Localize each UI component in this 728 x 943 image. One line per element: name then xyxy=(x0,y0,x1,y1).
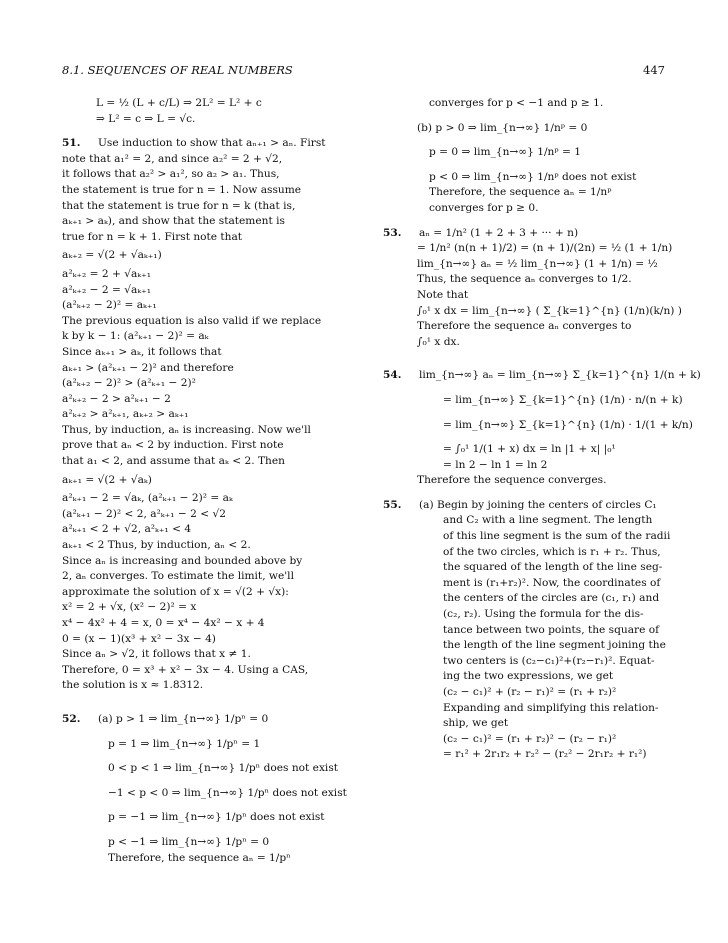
running-header xyxy=(62,63,665,79)
line-text: k by k − 1: (a²ₖ₊₁ − 2)² = aₖ xyxy=(62,330,209,343)
line-text: two centers is (c₂−c₁)²+(r₂−r₁)². Equat- xyxy=(443,654,655,667)
text-line xyxy=(62,392,364,408)
text-line xyxy=(62,152,364,168)
exercise-number: 52. xyxy=(62,712,81,725)
line-text: Therefore, the sequence aₙ = 1/nᵖ xyxy=(429,186,612,199)
text-line xyxy=(62,761,364,777)
text-line xyxy=(62,786,364,802)
line-text: (a) p > 1 ⇒ lim_{n→∞} 1/pⁿ = 0 xyxy=(98,712,269,725)
text-line xyxy=(383,335,666,351)
line-text: converges for p < −1 and p ≥ 1. xyxy=(429,97,604,109)
line-text: p < 0 ⇒ lim_{n→∞} 1/nᵖ does not exist xyxy=(429,170,637,183)
line-text: Use induction to show that aₙ₊₁ > aₙ. First xyxy=(98,137,326,150)
exercise-number: 54. xyxy=(383,369,402,382)
text-line xyxy=(383,473,666,489)
text-line xyxy=(62,616,364,632)
text-line xyxy=(62,376,364,392)
text-line xyxy=(383,701,666,717)
line-text: (c₂, r₂). Using the formula for the dis- xyxy=(443,608,644,621)
exercise-number: 53. xyxy=(383,226,402,239)
line-text: a²ₖ₊₂ − 2 > a²ₖ₊₁ − 2 xyxy=(62,392,171,405)
line-text: the statement is true for n = 1. Now assume xyxy=(62,183,302,196)
text-line xyxy=(383,607,666,623)
line-text: (b) p > 0 ⇒ lim_{n→∞} 1/nᵖ = 0 xyxy=(417,121,588,134)
text-line xyxy=(383,513,666,529)
line-text: 2, aₙ converges. To estimate the limit, we'll xyxy=(62,570,294,583)
line-text: of the two circles, which is r₁ + r₂. Thus, xyxy=(443,545,661,558)
text-line xyxy=(62,112,364,128)
spacer xyxy=(383,489,666,498)
line-text: Since aₙ > √2, it follows that x ≠ 1. xyxy=(62,648,251,661)
line-text: (a²ₖ₊₂ − 2)² > (a²ₖ₊₁ − 2)² xyxy=(62,377,196,390)
text-line xyxy=(383,288,666,304)
text-line xyxy=(383,319,666,335)
text-line xyxy=(383,669,666,685)
text-line xyxy=(383,201,666,217)
line-text: p < −1 ⇒ lim_{n→∞} 1/pⁿ = 0 xyxy=(108,835,270,848)
text-line xyxy=(383,393,683,409)
text-line xyxy=(62,554,364,570)
text-line xyxy=(383,638,666,654)
text-line xyxy=(62,183,364,199)
text-line xyxy=(62,267,364,283)
line-text: x⁴ − 4x² + 4 = x, 0 = x⁴ − 4x² − x + 4 xyxy=(62,617,265,629)
text-line xyxy=(383,241,673,257)
line-text: aₖ₊₁ > (a²ₖ₊₁ − 2)² and therefore xyxy=(62,361,234,374)
text-line xyxy=(383,545,666,561)
text-line xyxy=(383,498,666,514)
line-text: = ∫₀¹ 1/(1 + x) dx = ln |1 + x| |₀¹ xyxy=(443,443,616,456)
line-text: (a²ₖ₊₂ − 2)² = aₖ₊₁ xyxy=(62,299,157,312)
text-line xyxy=(62,329,364,345)
line-text: = lim_{n→∞} Σ_{k=1}^{n} (1/n) · n/(n + k) xyxy=(443,393,683,406)
text-line xyxy=(383,654,666,670)
line-text: Therefore, 0 = x³ + x² − 3x − 4. Using a CAS, xyxy=(62,663,309,676)
line-text: tance between two points, the square of xyxy=(443,623,660,636)
line-text: Therefore, the sequence aₙ = 1/pⁿ xyxy=(108,851,291,864)
line-text: ⇒ L² = c ⇒ L = √c. xyxy=(96,112,196,125)
text-line xyxy=(62,835,364,851)
line-text: prove that aₙ < 2 by induction. First note xyxy=(62,439,284,452)
spacer xyxy=(383,136,666,145)
line-text: = r₁² + 2r₁r₂ + r₂² − (r₂² − 2r₁r₂ + r₁²) xyxy=(443,748,647,761)
text-line xyxy=(62,600,364,616)
line-text: Expanding and simplifying this relation- xyxy=(443,701,659,714)
line-text: p = −1 ⇒ lim_{n→∞} 1/pⁿ does not exist xyxy=(108,811,325,824)
text-line xyxy=(383,458,666,474)
text-line xyxy=(62,632,364,648)
text-line xyxy=(62,345,364,361)
text-line xyxy=(62,167,364,183)
line-text: and C₂ with a line segment. The length xyxy=(443,514,653,527)
text-line xyxy=(62,507,364,523)
text-line xyxy=(383,560,666,576)
line-text: true for n = k + 1. First note that xyxy=(62,230,243,243)
line-text: a²ₖ₊₁ < 2 + √2, a²ₖ₊₁ < 4 xyxy=(62,523,192,536)
text-line xyxy=(383,185,666,201)
line-text: lim_{n→∞} aₙ = lim_{n→∞} Σ_{k=1}^{n} 1/(n + k) xyxy=(419,369,701,382)
line-text: a²ₖ₊₂ = 2 + √aₖ₊₁ xyxy=(62,267,151,280)
text-line xyxy=(383,576,666,592)
text-line xyxy=(62,248,364,264)
text-line xyxy=(383,623,666,639)
right-column xyxy=(383,96,701,763)
line-text: Since aₖ₊₁ > aₖ, it follows that xyxy=(62,345,222,358)
spacer xyxy=(383,161,666,170)
text-line xyxy=(62,283,364,299)
text-line xyxy=(62,712,364,728)
text-line xyxy=(62,538,364,554)
line-text: approximate the solution of x = √(2 + √x): xyxy=(62,585,289,598)
line-text: −1 < p < 0 ⇒ lim_{n→∞} 1/pⁿ does not exist xyxy=(108,786,347,799)
line-text: = 1/n² (n(n + 1)/2) = (n + 1)/(2n) = ½ (1 + 1/n) xyxy=(417,242,673,255)
text-line xyxy=(62,361,364,377)
text-line xyxy=(383,304,682,320)
text-line xyxy=(383,685,666,701)
line-text: it follows that a₂² > a₁², so a₂ > a₁. Thus, xyxy=(62,168,280,181)
spacer xyxy=(383,350,666,368)
line-text: converges for p ≥ 0. xyxy=(429,201,539,214)
text-line xyxy=(383,121,666,137)
text-line xyxy=(383,272,666,288)
line-text: Therefore the sequence aₙ converges to xyxy=(417,320,632,333)
line-text: a²ₖ₊₁ − 2 = √aₖ, (a²ₖ₊₁ − 2)² = aₖ xyxy=(62,492,233,505)
line-text: ∫₀¹ x dx. xyxy=(417,335,460,348)
line-text: ment is (r₁+r₂)². Now, the coordinates of xyxy=(443,576,661,589)
text-line xyxy=(383,170,666,186)
text-line xyxy=(383,418,693,434)
line-text: (c₂ − c₁)² + (r₂ − r₁)² = (r₁ + r₂)² xyxy=(443,686,617,698)
spacer xyxy=(62,728,364,737)
line-text: ship, we get xyxy=(443,717,509,730)
text-line xyxy=(62,454,364,470)
text-line xyxy=(383,96,666,112)
text-line xyxy=(383,716,666,732)
line-text: aₖ₊₁ < 2 Thus, by induction, aₙ < 2. xyxy=(62,539,251,552)
line-text: The previous equation is also valid if we replace xyxy=(62,314,322,327)
section-title: 8.1. SEQUENCES OF REAL NUMBERS xyxy=(62,63,293,77)
text-line xyxy=(62,230,364,246)
text-line xyxy=(62,678,364,694)
line-text: the length of the line segment joining the xyxy=(443,639,666,652)
line-text: = ln 2 − ln 1 = ln 2 xyxy=(443,458,548,471)
spacer xyxy=(62,801,364,810)
line-text: p = 1 ⇒ lim_{n→∞} 1/pⁿ = 1 xyxy=(108,737,261,750)
text-line xyxy=(383,747,666,763)
line-text: = lim_{n→∞} Σ_{k=1}^{n} (1/n) · 1/(1 + k/n) xyxy=(443,418,693,431)
line-text: (a) Begin by joining the centers of circles C₁ xyxy=(419,498,657,511)
text-line xyxy=(62,491,364,507)
spacer xyxy=(383,112,666,121)
spacer xyxy=(383,433,666,442)
line-text: Thus, by induction, aₙ is increasing. Now we'll xyxy=(62,423,311,436)
line-text: the centers of the circles are (c₁, r₁) and xyxy=(443,592,660,605)
text-line xyxy=(383,145,666,161)
text-line xyxy=(62,407,364,423)
spacer xyxy=(383,384,666,393)
exercise-number: 55. xyxy=(383,498,402,511)
text-line xyxy=(62,851,364,867)
line-text: aₖ₊₁ = √(2 + √aₖ) xyxy=(62,473,152,486)
line-text: ∫₀¹ x dx = lim_{n→∞} ( Σ_{k=1}^{n} (1/n)(k/n) ) xyxy=(417,304,682,317)
text-line xyxy=(383,529,671,545)
text-line xyxy=(62,438,364,454)
line-text: (a²ₖ₊₁ − 2)² < 2, a²ₖ₊₁ − 2 < √2 xyxy=(62,507,226,520)
text-line xyxy=(62,569,364,585)
text-line xyxy=(383,732,666,748)
text-line xyxy=(383,257,666,273)
line-text: of this line segment is the sum of the radii xyxy=(443,530,671,543)
line-text: ing the two expressions, we get xyxy=(443,670,614,683)
line-text: aₖ₊₂ = √(2 + √aₖ₊₁) xyxy=(62,249,162,262)
exercise-number: 51. xyxy=(62,137,81,150)
text-line xyxy=(62,810,364,826)
spacer xyxy=(62,826,364,835)
text-line xyxy=(62,473,364,489)
line-text: p = 0 ⇒ lim_{n→∞} 1/nᵖ = 1 xyxy=(429,146,581,159)
text-line xyxy=(383,368,701,384)
text-line xyxy=(62,136,364,152)
line-text: x² = 2 + √x, (x² − 2)² = x xyxy=(62,601,197,614)
text-line xyxy=(62,647,364,663)
text-line xyxy=(62,199,364,215)
spacer xyxy=(383,217,666,226)
line-text: the squared of the length of the line seg- xyxy=(443,561,663,574)
text-line xyxy=(62,423,364,439)
line-text: Note that xyxy=(417,288,469,301)
line-text: lim_{n→∞} aₙ = ½ lim_{n→∞} (1 + 1/n) = ½ xyxy=(417,257,658,270)
line-text: a²ₖ₊₂ > a²ₖ₊₁, aₖ₊₂ > aₖ₊₁ xyxy=(62,408,189,421)
text-line xyxy=(62,737,364,753)
line-text: a²ₖ₊₂ − 2 = √aₖ₊₁ xyxy=(62,283,151,296)
line-text: Therefore the sequence converges. xyxy=(417,474,607,487)
text-line xyxy=(62,96,364,112)
text-line xyxy=(62,585,364,601)
line-text: aₖ₊₁ > aₖ), and show that the statement is xyxy=(62,215,285,228)
line-text: 0 < p < 1 ⇒ lim_{n→∞} 1/pⁿ does not exist xyxy=(108,762,339,775)
page-number: 447 xyxy=(643,63,665,77)
line-text: note that a₁² = 2, and since a₂² = 2 + √2, xyxy=(62,152,283,165)
spacer xyxy=(383,409,666,418)
text-line xyxy=(62,314,364,330)
line-text: 0 = (x − 1)(x³ + x² − 3x − 4) xyxy=(62,632,216,645)
text-line xyxy=(62,522,364,538)
text-line xyxy=(383,442,666,458)
left-column xyxy=(62,96,364,866)
line-text: Since aₙ is increasing and bounded above by xyxy=(62,554,303,567)
line-text: aₙ = 1/n² (1 + 2 + 3 + ··· + n) xyxy=(419,226,579,239)
text-line xyxy=(62,298,364,314)
spacer xyxy=(62,777,364,786)
line-text: the solution is x ≈ 1.8312. xyxy=(62,679,204,692)
text-line xyxy=(62,214,364,230)
line-text: L = ½ (L + c/L) ⇒ 2L² = L² + c xyxy=(96,97,262,109)
text-line xyxy=(62,663,364,679)
line-text: Thus, the sequence aₙ converges to 1/2. xyxy=(417,273,632,286)
spacer xyxy=(62,752,364,761)
line-text: (c₂ − c₁)² = (r₁ + r₂)² − (r₂ − r₁)² xyxy=(443,732,617,745)
spacer xyxy=(62,694,364,712)
line-text: that a₁ < 2, and assume that aₖ < 2. Then xyxy=(62,455,285,468)
text-line xyxy=(383,226,666,242)
text-line xyxy=(383,591,666,607)
spacer xyxy=(62,127,364,136)
line-text: that the statement is true for n = k (that is, xyxy=(62,199,296,212)
